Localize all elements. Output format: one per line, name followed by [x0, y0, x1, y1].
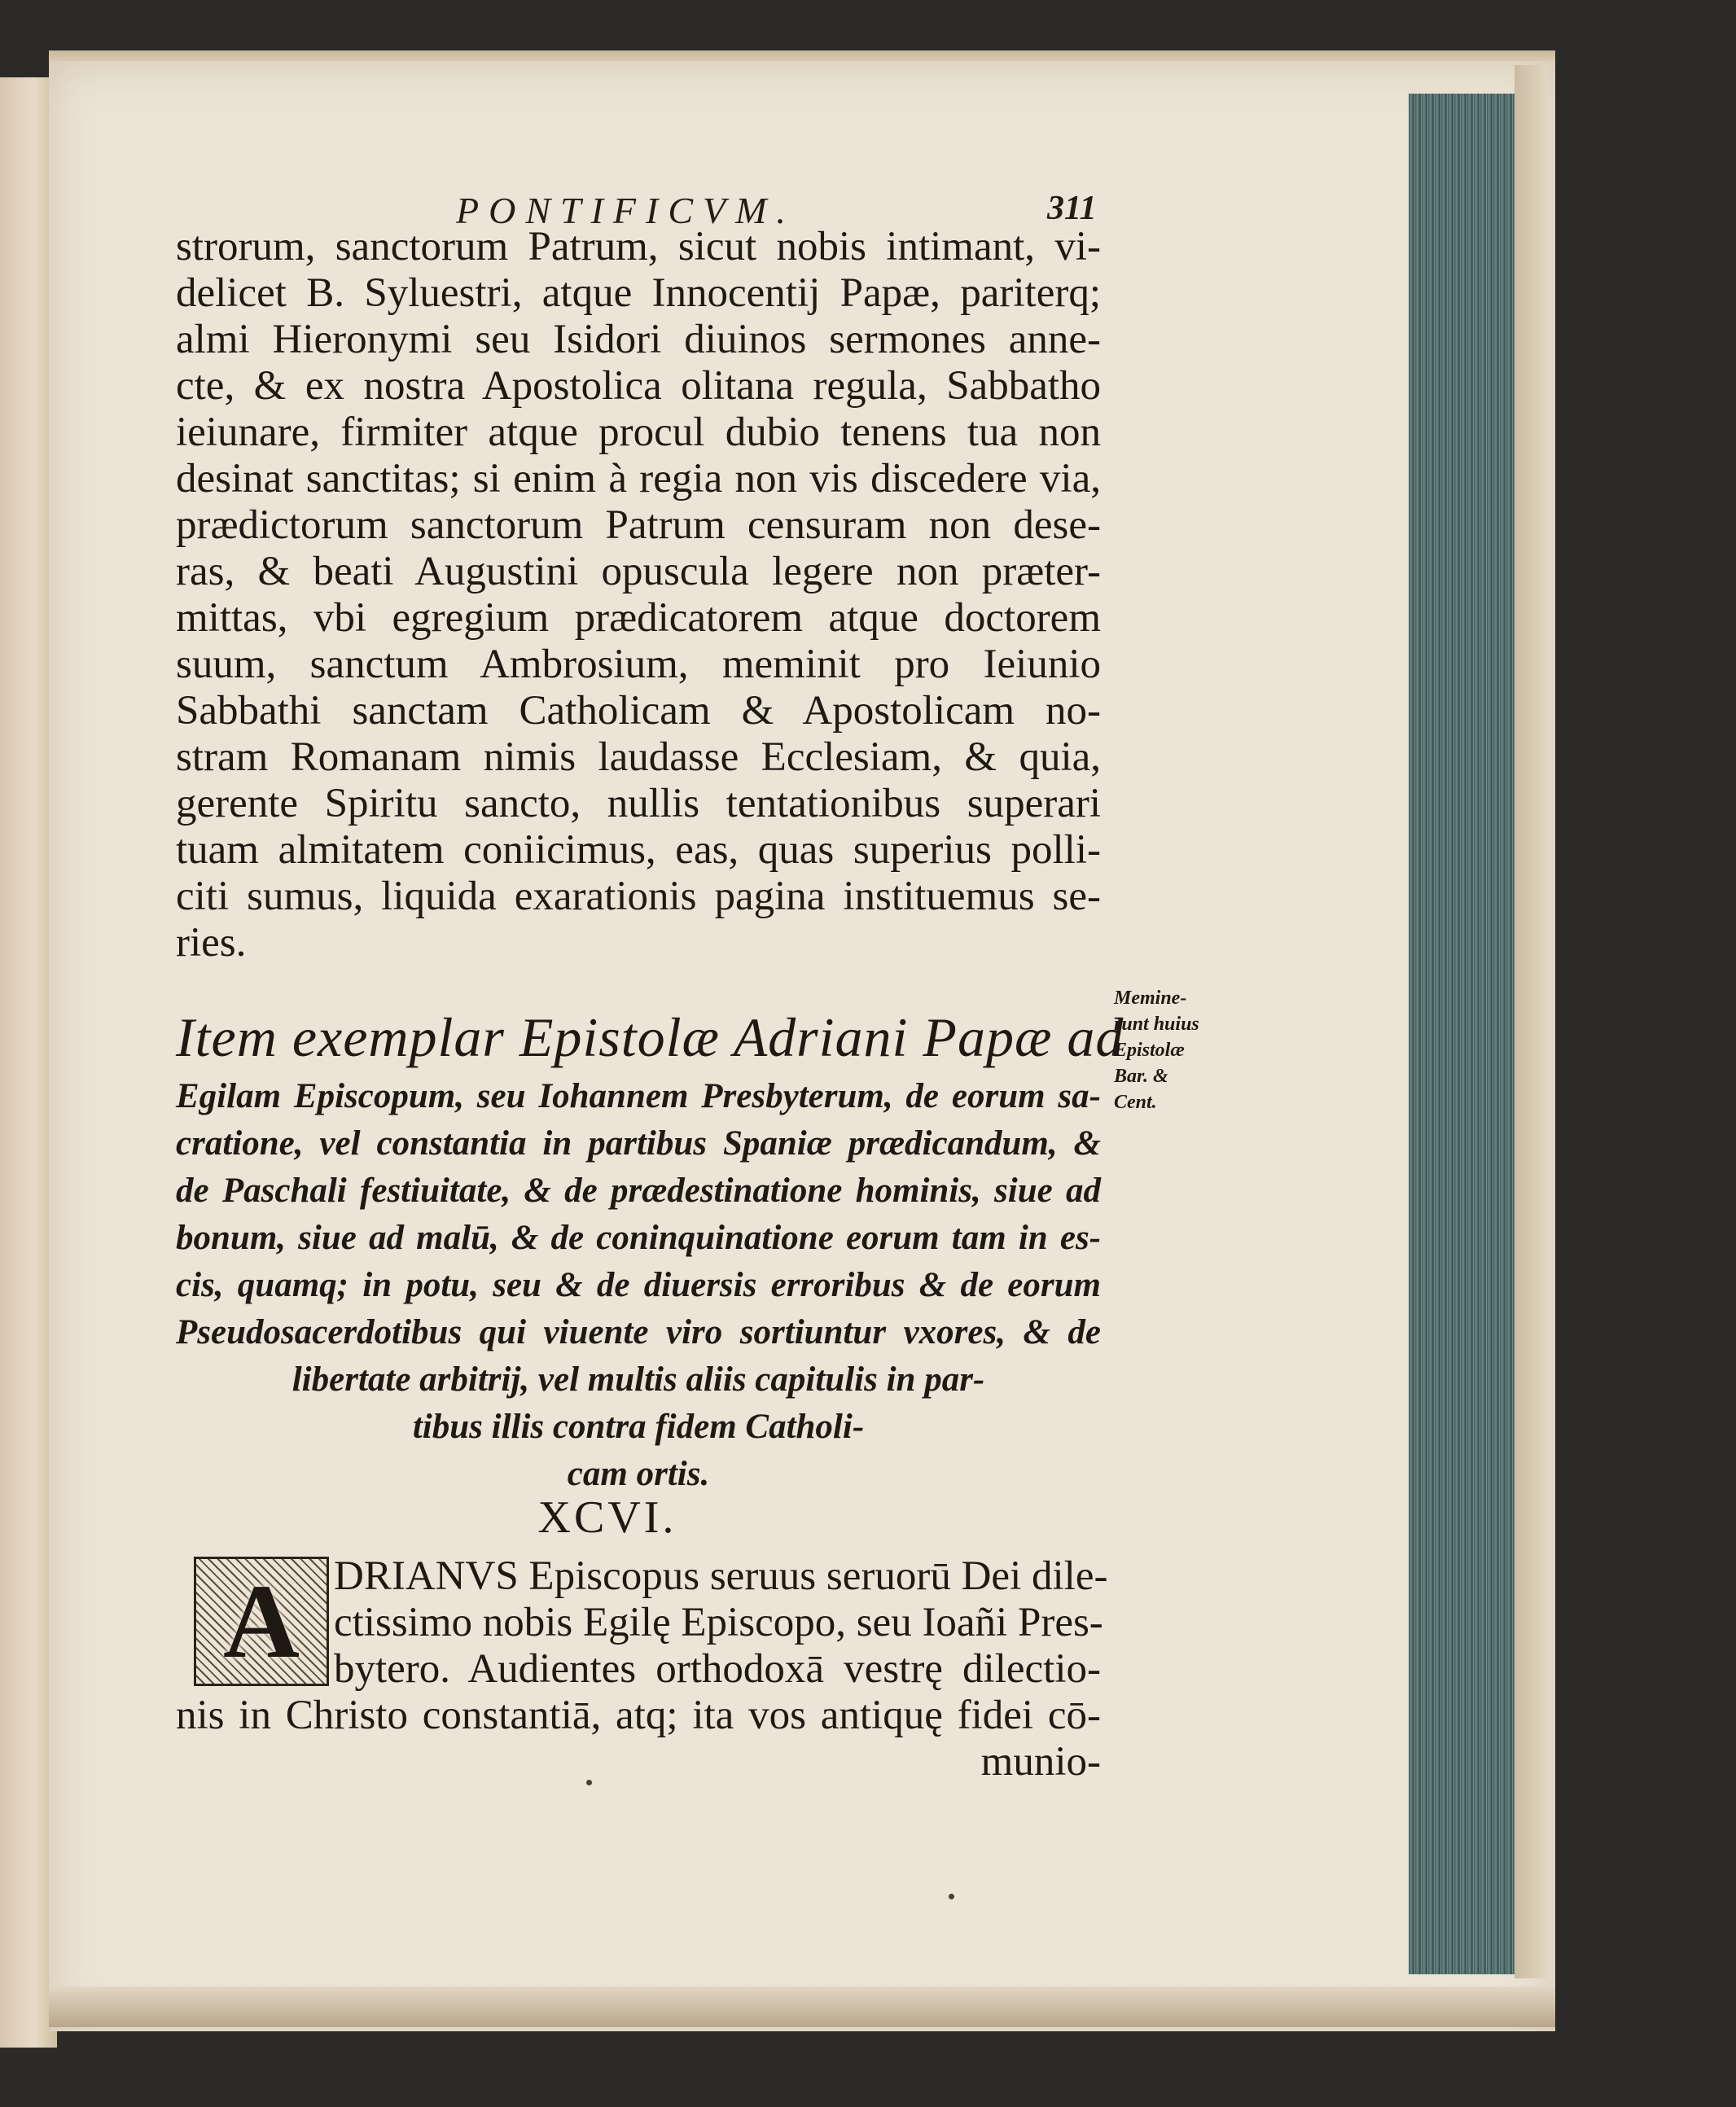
letter-continuation [176, 1693, 1101, 1785]
catchword: munio- [980, 1739, 1101, 1785]
text-line: ries. [176, 920, 247, 966]
marginal-note [1114, 985, 1244, 1115]
heading-line: de Paschali festiuitate, & de prædestinatione hominis, siue ad [176, 1172, 1101, 1210]
heading-line: cam ortis. [567, 1455, 710, 1493]
section-heading [176, 1073, 1101, 1498]
text-line: DRIANVS Episcopus seruus seruorū Dei dile- [334, 1553, 1108, 1599]
marginal-line: Cent. [1114, 1092, 1157, 1113]
text-line: nis in Christo constantiā, atq; ita vos antiquę fidei cō- [176, 1693, 1101, 1738]
decorated-initial [194, 1557, 329, 1686]
text-line: ieiunare, firmiter atque procul dubio tenens tua non [176, 410, 1101, 455]
page-bottom-edge [49, 1987, 1555, 2027]
text-line: bytero. Audientes orthodoxā vestrę dilectio- [334, 1646, 1101, 1692]
heading-line: bonum, siue ad malū, & de coninquinatione eorum tam in es- [176, 1219, 1101, 1257]
text-line: tuam almitatem coniicimus, eas, quas superius polli- [176, 827, 1101, 873]
heading-line: cis, quamq; in potu, seu & de diuersis erroribus & de eorum [176, 1266, 1101, 1304]
text-line: ctissimo nobis Egilę Episcopo, seu Ioañi Pres- [334, 1600, 1103, 1645]
text-line: gerente Spiritu sancto, nullis tentationibus superari [176, 781, 1101, 826]
text-line: suum, sanctum Ambrosium, meminit pro Ieiunio [176, 642, 1101, 687]
text-line: cte, & ex nostra Apostolica olitana regula, Sabbatho [176, 363, 1101, 409]
initial-letter: A [223, 1562, 300, 1680]
text-line: strorum, sanctorum Patrum, sicut nobis intimant, vi- [176, 224, 1101, 269]
marginal-line: Epistolæ [1114, 1040, 1185, 1061]
marginal-line: Memine- [1114, 988, 1187, 1009]
running-head: PONTIFICVM. [456, 190, 796, 231]
fore-edge-stack [1409, 94, 1515, 1974]
fore-edge-margin [1515, 65, 1547, 1978]
heading-line: Pseudosacerdotibus qui viuente viro sortiuntur vxores, & de [176, 1313, 1101, 1351]
text-line: prædictorum sanctorum Patrum censuram non dese- [176, 502, 1101, 548]
text-line: almi Hieronymi seu Isidori diuinos sermones anne- [176, 317, 1101, 362]
marginal-line: Bar. & [1114, 1066, 1168, 1087]
heading-line: Egilam Episcopum, seu Iohannem Presbyterum, de eorum sa- [176, 1077, 1101, 1115]
heading-line: cratione, vel constantia in partibus Spaniæ prædicandum, & [176, 1124, 1101, 1163]
heading-line: libertate arbitrij, vel multis aliis capitulis in par- [292, 1360, 985, 1399]
text-line: Sabbathi sanctam Catholicam & Apostolicam no- [176, 688, 1101, 734]
body-text [176, 224, 1101, 966]
text-line: desinat sanctitas; si enim à regia non vis discedere via, [176, 456, 1101, 502]
marginal-line: runt huius [1114, 1014, 1199, 1035]
text-line: stram Romanam nimis laudasse Ecclesiam, & quia, [176, 734, 1101, 780]
text-line: mittas, vbi egregium prædicatorem atque doctorem [176, 595, 1101, 641]
chapter-numeral: XCVI. [537, 1492, 677, 1543]
letter-opening [334, 1553, 1108, 1693]
page-number: 311 [1047, 190, 1097, 227]
section-heading-first-line: Item exemplar Epistolæ Adriani Papæ ad [176, 1006, 1124, 1068]
text-line: citi sumus, liquida exarationis pagina instituemus se- [176, 874, 1101, 919]
heading-line: tibus illis contra fidem Catholi- [412, 1408, 865, 1446]
paper-speck [949, 1894, 954, 1899]
text-line: delicet B. Syluestri, atque Innocentij Papæ, pariterq; [176, 270, 1101, 316]
paper-speck [586, 1780, 592, 1785]
text-line: ras, & beati Augustini opuscula legere non præter- [176, 549, 1101, 594]
